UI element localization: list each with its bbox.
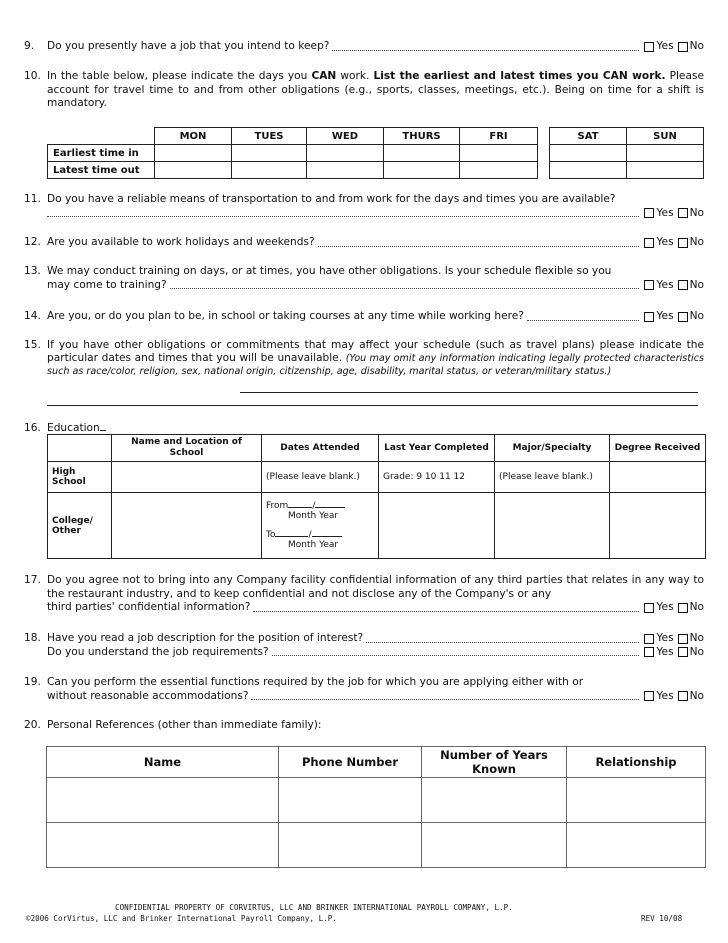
time-cell[interactable] — [155, 145, 232, 162]
month-year-caption: Month Year — [288, 511, 339, 521]
college-dates-cell[interactable]: From / Month Year To / Month Year — [262, 493, 379, 559]
question-11: 11. Do you have a reliable means of transportation to and from work for the days and times you are available? Yes No — [24, 193, 704, 219]
ref-name-cell[interactable] — [47, 823, 279, 868]
time-cell[interactable] — [460, 145, 538, 162]
time-cell[interactable] — [232, 162, 307, 179]
leader-dots — [527, 320, 640, 321]
ref-years-cell[interactable] — [422, 823, 567, 868]
no-checkbox[interactable] — [678, 312, 688, 322]
question-19: 19. Can you perform the essential functions required by the job for which you are applying either with or without reasonable accommodations? Yes No — [24, 676, 704, 702]
yes-checkbox[interactable] — [644, 691, 654, 701]
hs-major-note: (Please leave blank.) — [495, 462, 610, 493]
leader-dots — [318, 246, 640, 247]
day-header: SUN — [627, 128, 704, 145]
question-15 — [24, 339, 704, 379]
education-label: Education — [47, 422, 100, 434]
day-header: TUES — [232, 128, 307, 145]
day-header: WED — [307, 128, 384, 145]
question-17: 17. Do you agree not to bring into any Company facility confidential information of any third parties that relates in any way to the restaurant industry, and to keep confidential and not disclose any of the Company's or any third parties' confidential information? Yes No — [24, 574, 704, 613]
day-header: SAT — [550, 128, 627, 145]
question-text: In the table below, please indicate the days you CAN work. List the earliest and latest times you CAN work. Please account for travel time to and from other obligations (e.g., sports, classes, meetings, etc.). Being on time for a shift is mandatory. — [47, 70, 704, 109]
day-header: MON — [155, 128, 232, 145]
question-text: Have you read a job description for the position of interest? — [47, 632, 364, 644]
time-cell[interactable] — [155, 162, 232, 179]
yes-checkbox[interactable] — [644, 603, 654, 613]
leader-dots — [253, 611, 639, 612]
ref-header-years: Number of Years Known — [422, 747, 567, 778]
time-cell[interactable] — [550, 145, 627, 162]
question-text: Do you have a reliable means of transportation to and from work for the days and times you are available? — [47, 193, 616, 205]
yes-checkbox[interactable] — [644, 238, 654, 248]
day-header: FRI — [460, 128, 538, 145]
degree-cell[interactable] — [610, 493, 706, 559]
school-cell[interactable] — [112, 462, 262, 493]
question-text-cont: may come to training? — [47, 278, 167, 291]
question-text-cont: third parties' confidential information? — [47, 601, 251, 613]
leader-dots — [170, 288, 640, 289]
row-label-high-school: High School — [48, 462, 112, 493]
question-12: 12. Are you available to work holidays and weekends? Yes No — [24, 236, 704, 248]
last-year-cell[interactable] — [379, 493, 495, 559]
day-header: THURS — [384, 128, 460, 145]
edu-header-dates: Dates Attended — [262, 435, 379, 462]
ref-phone-cell[interactable] — [279, 778, 422, 823]
time-cell[interactable] — [627, 162, 704, 179]
time-cell[interactable] — [384, 145, 460, 162]
leader-dots — [47, 216, 639, 217]
edu-header-major: Major/Specialty — [495, 435, 610, 462]
question-13: 13. We may conduct training on days, or at times, you have other obligations. Is your schedule flexible so you may come to training? Yes No — [24, 265, 704, 291]
degree-cell[interactable] — [610, 462, 706, 493]
question-text-cont: without reasonable accommodations? — [47, 689, 249, 702]
references-label: Personal References (other than immediate family): — [47, 719, 322, 731]
hs-grade-options[interactable]: Grade: 9 10 11 12 — [379, 462, 495, 493]
time-cell[interactable] — [460, 162, 538, 179]
edu-header-last-year: Last Year Completed — [379, 435, 495, 462]
question-number: 14. — [24, 310, 41, 322]
no-checkbox[interactable] — [678, 238, 688, 248]
time-cell[interactable] — [307, 162, 384, 179]
question-number: 12. — [24, 236, 41, 248]
row-label-college: College/ Other — [48, 493, 112, 559]
question-text: If you have other obligations or commitments that may affect your schedule (such as travel plans) please indicate the particular dates and times that you will be unavailable. — [47, 339, 704, 364]
time-cell[interactable] — [232, 145, 307, 162]
question-number: 19. — [24, 676, 41, 688]
edu-header-degree: Degree Received — [610, 435, 706, 462]
no-checkbox[interactable] — [678, 42, 688, 52]
edu-header-school: Name and Location of School — [112, 435, 262, 462]
references-table — [46, 746, 706, 868]
footer-revision: REV 10/08 — [641, 914, 683, 923]
question-18: 18. Have you read a job description for the position of interest? Yes No Do you understand the job requirements? Yes No — [24, 632, 704, 658]
yes-checkbox[interactable] — [644, 42, 654, 52]
row-label-earliest: Earliest time in — [48, 145, 155, 162]
row-label-latest: Latest time out — [48, 162, 155, 179]
ref-header-phone: Phone Number — [279, 747, 422, 778]
ref-relationship-cell[interactable] — [567, 823, 706, 868]
question-text: Can you perform the essential functions required by the job for which you are applying either with or — [47, 676, 584, 688]
month-year-caption: Month Year — [288, 540, 339, 550]
ref-relationship-cell[interactable] — [567, 778, 706, 823]
yes-checkbox[interactable] — [644, 647, 654, 657]
no-checkbox[interactable] — [678, 691, 688, 701]
answer-line[interactable] — [240, 392, 698, 393]
footer-confidential: CONFIDENTIAL PROPERTY OF CORVIRTUS, LLC AND BRINKER INTERNATIONAL PAYROLL COMPANY, L.P. — [115, 903, 513, 912]
no-checkbox[interactable] — [678, 647, 688, 657]
availability-table — [47, 127, 704, 179]
ref-name-cell[interactable] — [47, 778, 279, 823]
education-table — [47, 434, 706, 559]
question-14: 14. Are you, or do you plan to be, in school or taking courses at any time while working here? Yes No — [24, 310, 704, 322]
no-checkbox[interactable] — [678, 280, 688, 290]
question-text: We may conduct training on days, or at times, you have other obligations. Is your schedule flexible so you — [47, 265, 612, 277]
question-text: Do you agree not to bring into any Company facility confidential information of any third parties that relates in any way to the restaurant industry, and to keep confidential and not disclose any of the Company's or any — [47, 574, 704, 600]
leader-dots — [251, 699, 639, 700]
question-number: 13. — [24, 265, 41, 277]
question-number: 15. — [24, 339, 41, 351]
question-number: 16. — [24, 422, 41, 434]
question-number: 20. — [24, 719, 41, 731]
question-text-2: Do you understand the job requirements? — [47, 645, 269, 658]
yes-checkbox[interactable] — [644, 634, 654, 644]
school-cell[interactable] — [112, 493, 262, 559]
footer-copyright: ©2006 CorVirtus, LLC and Brinker International Payroll Company, L.P. — [26, 914, 337, 923]
no-checkbox[interactable] — [678, 208, 688, 218]
question-number: 18. — [24, 632, 41, 644]
leader-dots — [366, 642, 639, 643]
hs-dates-note: (Please leave blank.) — [262, 462, 379, 493]
yes-checkbox[interactable] — [644, 280, 654, 290]
yes-checkbox[interactable] — [644, 208, 654, 218]
yes-checkbox[interactable] — [644, 312, 654, 322]
question-text: Are you, or do you plan to be, in school or taking courses at any time while working here? — [47, 310, 524, 322]
question-9: 9. Do you presently have a job that you intend to keep? Yes No — [24, 40, 704, 52]
question-italic-note: (You may omit any information indicating legally protected characteristics such as race/color, religion, sex, national origin, citizenship, age, disability, marital status, or veteran/military status.) — [47, 352, 704, 378]
ref-phone-cell[interactable] — [279, 823, 422, 868]
time-cell[interactable] — [627, 145, 704, 162]
time-cell[interactable] — [550, 162, 627, 179]
time-cell[interactable] — [307, 145, 384, 162]
question-number: 9. — [24, 40, 35, 52]
time-cell[interactable] — [384, 162, 460, 179]
question-number: 10. — [24, 70, 41, 82]
question-number: 11. — [24, 193, 41, 205]
ref-header-relationship: Relationship — [567, 747, 706, 778]
ref-years-cell[interactable] — [422, 778, 567, 823]
question-10 — [24, 70, 704, 111]
answer-line[interactable] — [47, 405, 698, 406]
leader-dots — [332, 50, 639, 51]
question-text: Are you available to work holidays and weekends? — [47, 236, 315, 248]
major-cell[interactable] — [495, 493, 610, 559]
no-checkbox[interactable] — [678, 634, 688, 644]
ref-header-name: Name — [47, 747, 279, 778]
question-number: 17. — [24, 574, 41, 586]
question-20 — [24, 719, 704, 733]
leader-dots — [272, 655, 640, 656]
question-text: Do you presently have a job that you intend to keep? — [47, 40, 330, 52]
no-checkbox[interactable] — [678, 603, 688, 613]
